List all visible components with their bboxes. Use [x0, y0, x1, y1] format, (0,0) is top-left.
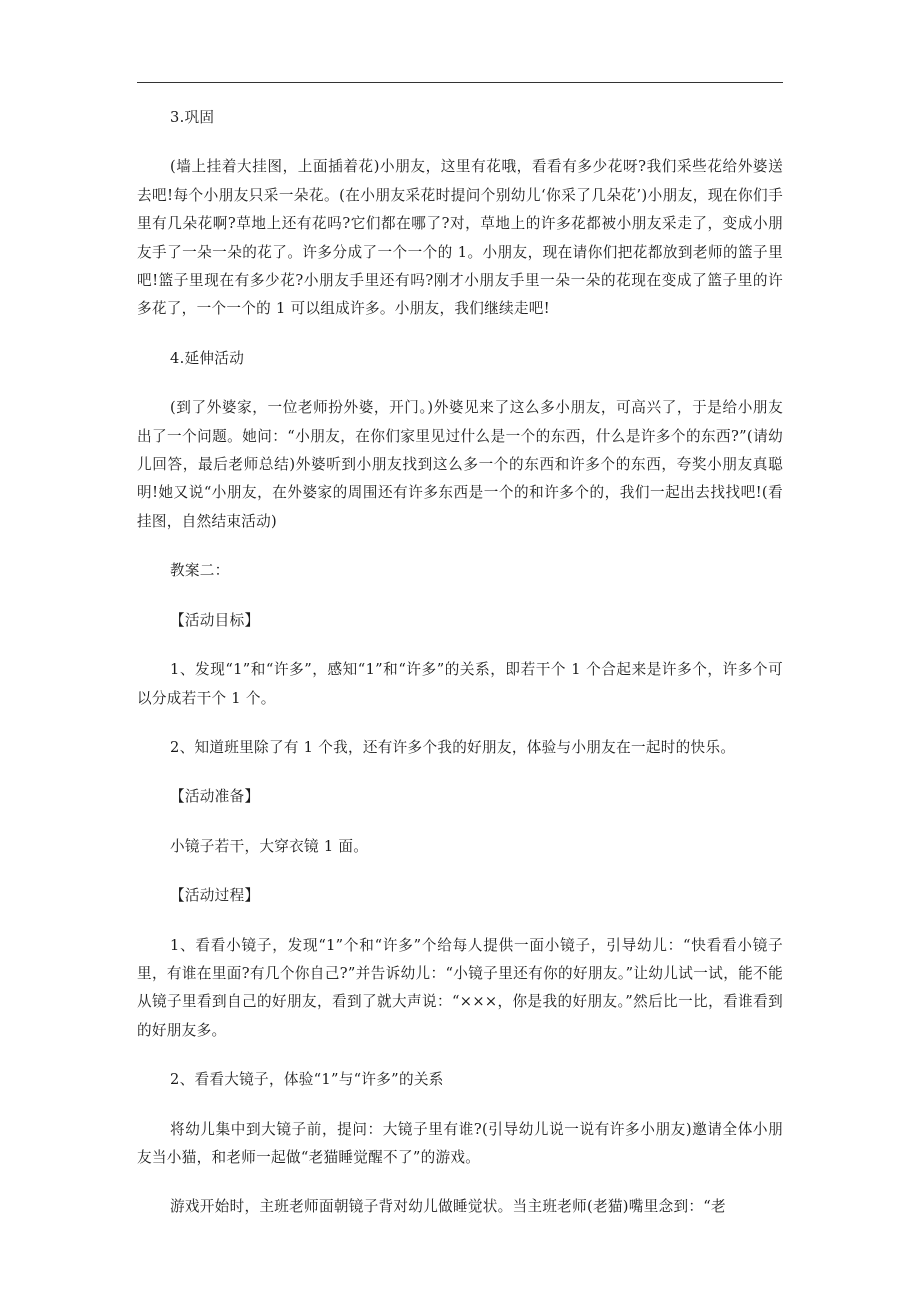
goal-item-1: 1、发现“1”和“许多”，感知“1”和“许多”的关系，即若干个 1 个合起来是许多个，许多个可以分成若干个 1 个。 — [137, 661, 783, 707]
header-rule — [137, 82, 783, 83]
process-step-2-detail: 将幼儿集中到大镜子前，提问：大镜子里有谁?(引导幼儿说一说有许多小朋友)邀请全体小朋友当小猫，和老师一起做“老猫睡觉醒不了”的游戏。 — [137, 1120, 783, 1166]
paragraph-consolidate: (墙上挂着大挂图，上面插着花)小朋友，这里有花哦，看看有多少花呀?我们采些花给外婆送去吧!每个小朋友只采一朵花。(在小朋友采花时提问个别幼儿‘你采了几朵花’)小朋友，现在你们手里有几朵花啊?草地上还有花吗?它们都在哪了?对，草地上的许多花都被小朋友采走了，变成小朋友手了一朵一朵的花了。许多分成了一个一个的 1。小朋友，现在请你们把花都放到老师的篮子里吧!篮子里现在有多少花?小朋友手里还有吗?刚才小朋友手里一朵一朵的花现在变成了篮子里的许多花了，一个一个的 1 可以组成许多。小朋友，我们继续走吧! — [137, 158, 783, 318]
preparation-text: 小镜子若干，大穿衣镜 1 面。 — [170, 837, 369, 855]
activity-goals-heading: 【活动目标】 — [170, 611, 260, 629]
activity-process-heading: 【活动过程】 — [170, 887, 260, 905]
section-heading-extension: 4.延伸活动 — [170, 349, 245, 367]
lesson-plan-two-heading: 教案二： — [170, 562, 230, 580]
game-start-text: 游戏开始时，主班老师面朝镜子背对幼儿做睡觉状。当主班老师(老猫)嘴里念到：“老 — [170, 1198, 726, 1216]
goal-item-2: 2、知道班里除了有 1 个我，还有许多个我的好朋友，体验与小朋友在一起时的快乐。 — [170, 738, 736, 756]
process-step-2: 2、看看大镜子，体验“1”与“许多”的关系 — [170, 1071, 444, 1089]
section-heading-consolidate: 3.巩固 — [170, 109, 215, 126]
activity-preparation-heading: 【活动准备】 — [170, 788, 260, 806]
document-body — [137, 104, 783, 1222]
process-step-1: 1、看看小镜子，发现“1”个和“许多”个给每人提供一面小镜子，引导幼儿：“快看看小镜子里，有谁在里面?有几个你自己?”并告诉幼儿：“小镜子里还有你的好朋友。”让幼儿试一试，能不能从镜子里看到自己的好朋友，看到了就大声说：“×××，你是我的好朋友。”然后比一比，看谁看到的好朋友多。 — [137, 936, 783, 1039]
paragraph-extension: (到了外婆家，一位老师扮外婆，开门。)外婆见来了这么多小朋友，可高兴了，于是给小朋友出了一个问题。她问：“小朋友，在你们家里见过什么是一个的东西，什么是许多个的东西?”(请幼儿回答，最后老师总结)外婆听到小朋友找到这么多一个的东西和许多个的东西，夸奖小朋友真聪明!她又说“小朋友，在外婆家的周围还有许多东西是一个的和许多个的，我们一起出去找找吧!(看挂图，自然结束活动) — [137, 399, 783, 530]
